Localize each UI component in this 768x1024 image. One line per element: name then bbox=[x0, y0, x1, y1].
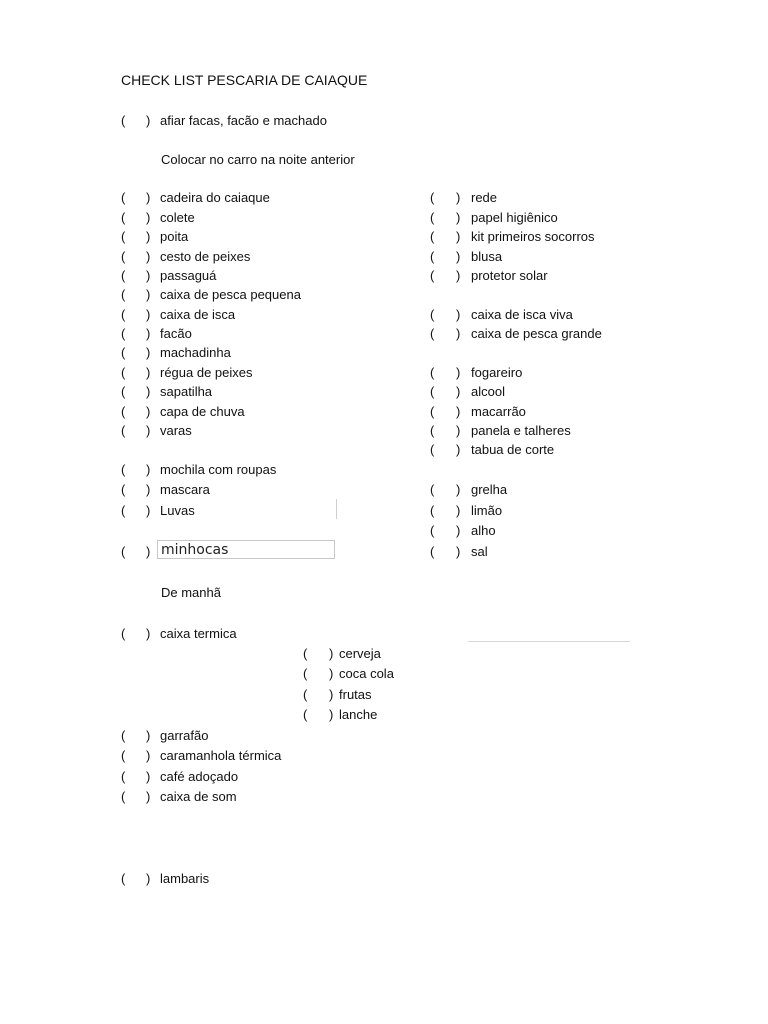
open-bracket: ( bbox=[430, 249, 435, 264]
item-label: caixa termica bbox=[160, 626, 237, 641]
item-label: facão bbox=[160, 326, 192, 341]
open-bracket: ( bbox=[430, 384, 435, 399]
close-bracket: ) bbox=[456, 442, 461, 457]
close-bracket: ) bbox=[456, 523, 461, 538]
close-bracket: ) bbox=[146, 728, 151, 743]
item-label: cadeira do caiaque bbox=[160, 190, 270, 205]
open-bracket: ( bbox=[430, 307, 435, 322]
close-bracket: ) bbox=[456, 229, 461, 244]
open-bracket: ( bbox=[121, 462, 126, 477]
item-label: alcool bbox=[471, 384, 505, 399]
open-bracket: ( bbox=[121, 626, 126, 641]
open-bracket: ( bbox=[121, 482, 126, 497]
open-bracket: ( bbox=[303, 707, 308, 722]
item-label: blusa bbox=[471, 249, 503, 264]
close-bracket: ) bbox=[146, 482, 151, 497]
close-bracket: ) bbox=[146, 789, 151, 804]
page-title: CHECK LIST PESCARIA DE CAIAQUE bbox=[121, 72, 368, 88]
item-label: caixa de pesca pequena bbox=[160, 287, 301, 302]
close-bracket: ) bbox=[456, 190, 461, 205]
item-label: cerveja bbox=[339, 646, 381, 661]
close-bracket: ) bbox=[456, 423, 461, 438]
open-bracket: ( bbox=[121, 769, 126, 784]
close-bracket: ) bbox=[146, 384, 151, 399]
item-label: caixa de isca viva bbox=[471, 307, 573, 322]
open-bracket: ( bbox=[121, 307, 126, 322]
item-label: sal bbox=[471, 544, 488, 559]
divider-line bbox=[336, 499, 337, 519]
open-bracket: ( bbox=[430, 190, 435, 205]
item-label: cesto de peixes bbox=[160, 249, 251, 264]
item-label: sapatilha bbox=[160, 384, 213, 399]
open-bracket: ( bbox=[121, 423, 126, 438]
item-label: kit primeiros socorros bbox=[471, 229, 595, 244]
close-bracket: ) bbox=[456, 404, 461, 419]
close-bracket: ) bbox=[456, 544, 461, 559]
open-bracket: ( bbox=[121, 113, 126, 128]
open-bracket: ( bbox=[430, 503, 435, 518]
item-label: grelha bbox=[471, 482, 508, 497]
open-bracket: ( bbox=[430, 544, 435, 559]
item-label: frutas bbox=[339, 687, 372, 702]
close-bracket: ) bbox=[146, 345, 151, 360]
item-label: capa de chuva bbox=[160, 404, 245, 419]
open-bracket: ( bbox=[430, 326, 435, 341]
minhocas-text: minhocas bbox=[161, 542, 229, 558]
item-label: caixa de pesca grande bbox=[471, 326, 602, 341]
item-label: coca cola bbox=[339, 666, 394, 681]
open-bracket: ( bbox=[303, 646, 308, 661]
open-bracket: ( bbox=[121, 190, 126, 205]
close-bracket: ) bbox=[146, 249, 151, 264]
open-bracket: ( bbox=[121, 404, 126, 419]
close-bracket: ) bbox=[146, 210, 151, 225]
item-label: afiar facas, facão e machado bbox=[160, 113, 327, 128]
open-bracket: ( bbox=[121, 287, 126, 302]
open-bracket: ( bbox=[430, 482, 435, 497]
item-label: alho bbox=[471, 523, 496, 538]
item-label: limão bbox=[471, 503, 503, 518]
close-bracket: ) bbox=[146, 229, 151, 244]
open-bracket: ( bbox=[121, 384, 126, 399]
item-label: café adoçado bbox=[160, 769, 239, 784]
section-heading-night: Colocar no carro na noite anterior bbox=[161, 152, 355, 167]
item-label: passaguá bbox=[160, 268, 217, 283]
item-label: macarrão bbox=[471, 404, 526, 419]
close-bracket: ) bbox=[146, 113, 151, 128]
section-heading-morning: De manhã bbox=[161, 585, 221, 600]
close-bracket: ) bbox=[456, 249, 461, 264]
item-label: varas bbox=[160, 423, 192, 438]
item-label: protetor solar bbox=[471, 268, 548, 283]
open-bracket: ( bbox=[430, 442, 435, 457]
close-bracket: ) bbox=[456, 307, 461, 322]
item-label: lanche bbox=[339, 707, 378, 722]
close-bracket: ) bbox=[456, 365, 461, 380]
close-bracket: ) bbox=[329, 687, 334, 702]
item-label: garrafão bbox=[160, 728, 209, 743]
divider-line bbox=[468, 641, 630, 642]
close-bracket: ) bbox=[329, 707, 334, 722]
minhocas-textbox[interactable] bbox=[157, 540, 335, 559]
item-label: mascara bbox=[160, 482, 210, 497]
open-bracket: ( bbox=[430, 404, 435, 419]
close-bracket: ) bbox=[146, 268, 151, 283]
close-bracket: ) bbox=[456, 210, 461, 225]
close-bracket: ) bbox=[146, 287, 151, 302]
item-label: rede bbox=[471, 190, 498, 205]
close-bracket: ) bbox=[456, 268, 461, 283]
open-bracket: ( bbox=[430, 268, 435, 283]
open-bracket: ( bbox=[303, 687, 308, 702]
open-bracket: ( bbox=[121, 249, 126, 264]
item-label: fogareiro bbox=[471, 365, 523, 380]
item-label: poita bbox=[160, 229, 189, 244]
close-bracket: ) bbox=[146, 503, 151, 518]
close-bracket: ) bbox=[146, 769, 151, 784]
close-bracket: ) bbox=[146, 748, 151, 763]
close-bracket: ) bbox=[146, 544, 151, 559]
open-bracket: ( bbox=[121, 503, 126, 518]
open-bracket: ( bbox=[121, 789, 126, 804]
close-bracket: ) bbox=[146, 626, 151, 641]
item-label: caixa de som bbox=[160, 789, 237, 804]
open-bracket: ( bbox=[430, 523, 435, 538]
item-label: Luvas bbox=[160, 503, 195, 518]
close-bracket: ) bbox=[456, 503, 461, 518]
item-label: caramanhola térmica bbox=[160, 748, 282, 763]
open-bracket: ( bbox=[430, 423, 435, 438]
open-bracket: ( bbox=[121, 229, 126, 244]
close-bracket: ) bbox=[146, 365, 151, 380]
open-bracket: ( bbox=[121, 728, 126, 743]
item-label: colete bbox=[160, 210, 195, 225]
open-bracket: ( bbox=[121, 268, 126, 283]
open-bracket: ( bbox=[121, 326, 126, 341]
open-bracket: ( bbox=[430, 210, 435, 225]
open-bracket: ( bbox=[121, 345, 126, 360]
close-bracket: ) bbox=[456, 482, 461, 497]
open-bracket: ( bbox=[121, 210, 126, 225]
item-label: papel higiênico bbox=[471, 210, 558, 225]
open-bracket: ( bbox=[121, 748, 126, 763]
close-bracket: ) bbox=[146, 423, 151, 438]
item-label: caixa de isca bbox=[160, 307, 236, 322]
open-bracket: ( bbox=[121, 365, 126, 380]
open-bracket: ( bbox=[430, 229, 435, 244]
close-bracket: ) bbox=[146, 404, 151, 419]
item-label: lambaris bbox=[160, 871, 210, 886]
item-label: tabua de corte bbox=[471, 442, 555, 457]
open-bracket: ( bbox=[430, 365, 435, 380]
close-bracket: ) bbox=[146, 190, 151, 205]
close-bracket: ) bbox=[329, 646, 334, 661]
close-bracket: ) bbox=[146, 307, 151, 322]
open-bracket: ( bbox=[303, 666, 308, 681]
close-bracket: ) bbox=[329, 666, 334, 681]
item-label: machadinha bbox=[160, 345, 231, 360]
close-bracket: ) bbox=[146, 871, 151, 886]
open-bracket: ( bbox=[121, 871, 126, 886]
close-bracket: ) bbox=[146, 326, 151, 341]
item-label: mochila com roupas bbox=[160, 462, 277, 477]
item-label: panela e talheres bbox=[471, 423, 571, 438]
close-bracket: ) bbox=[456, 326, 461, 341]
close-bracket: ) bbox=[146, 462, 151, 477]
item-label: régua de peixes bbox=[160, 365, 253, 380]
close-bracket: ) bbox=[456, 384, 461, 399]
open-bracket: ( bbox=[121, 544, 126, 559]
